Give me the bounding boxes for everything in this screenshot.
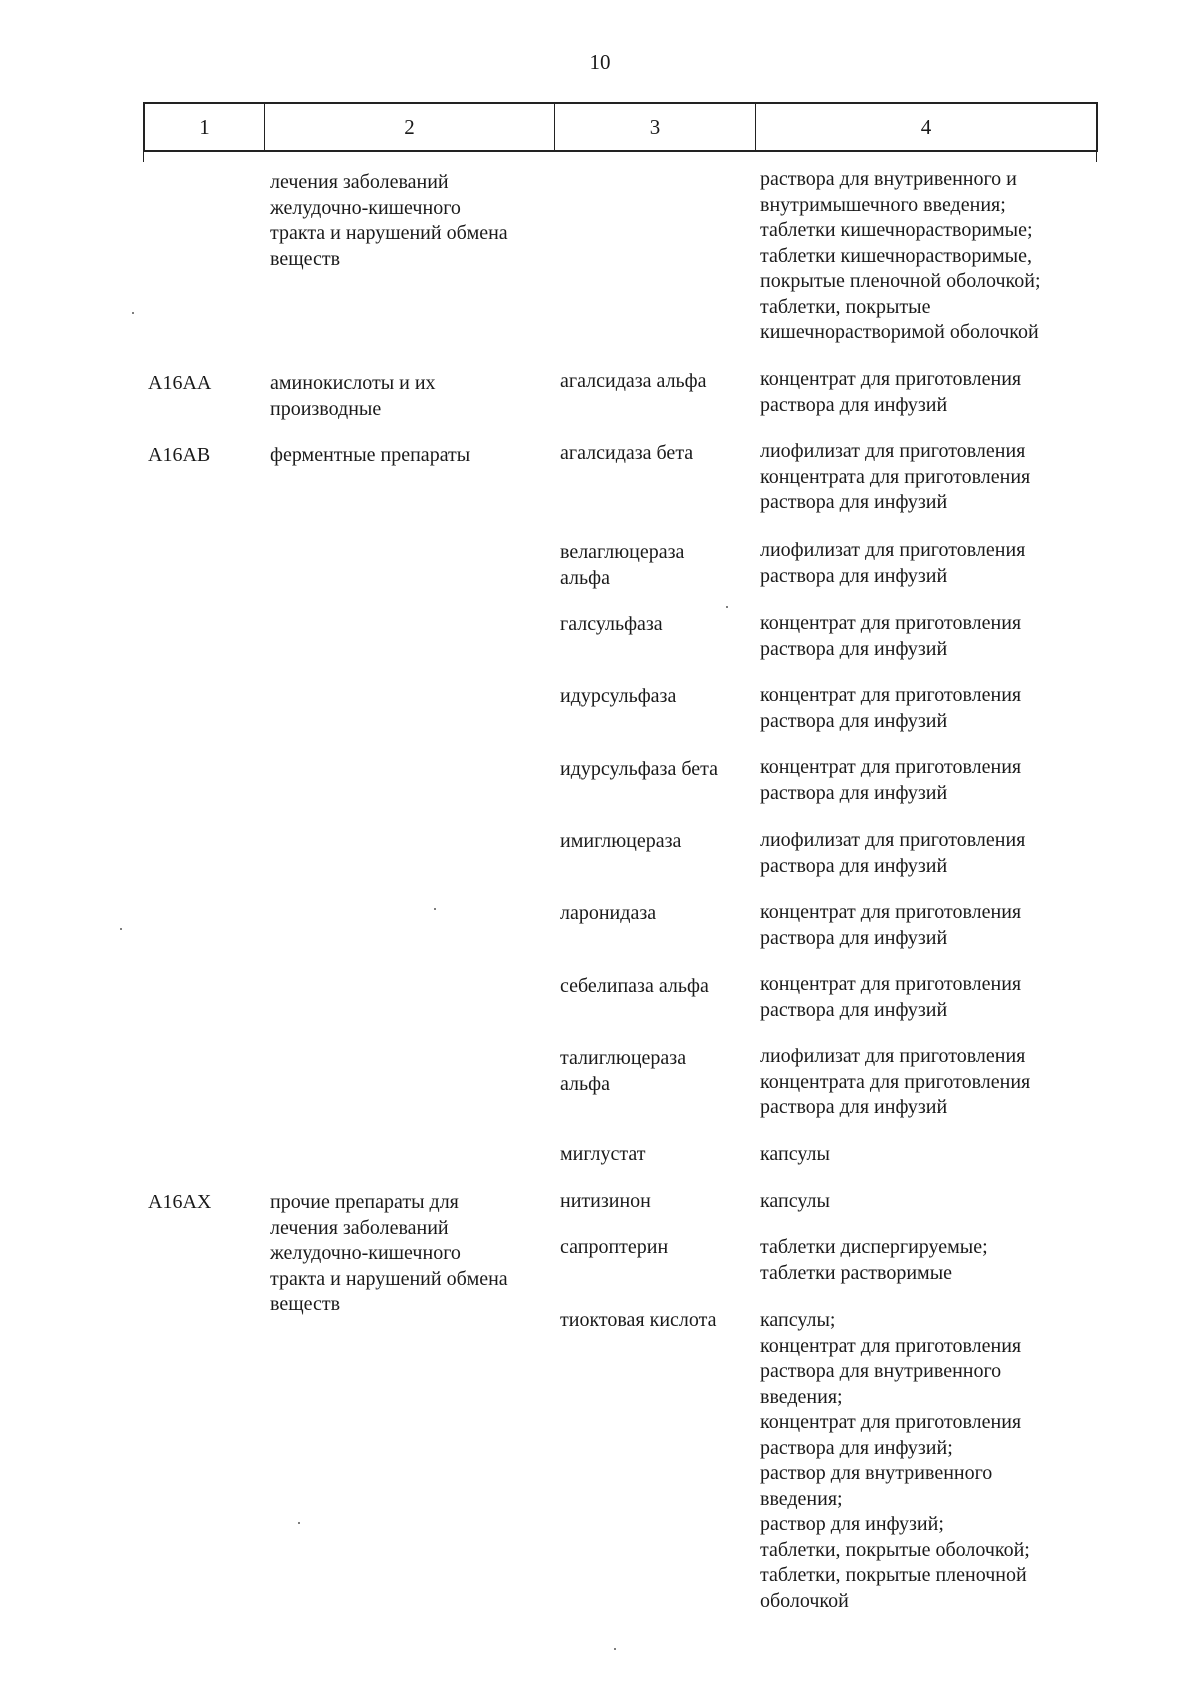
drug-name: себелипаза альфа <box>560 975 709 997</box>
dosage-form: лиофилизат для приготовления концентрата для приготовления раствора для инфузий <box>760 440 1031 513</box>
atc-code: A16AB <box>148 444 211 466</box>
group-name: прочие препараты для лечения заболеваний желудочно-кишечного тракта и нарушений обмена веществ <box>270 1191 508 1315</box>
dosage-form: капсулы <box>760 1190 830 1212</box>
header-col-3: 3 <box>555 104 756 150</box>
scan-speck <box>614 1648 616 1650</box>
dosage-form: концентрат для приготовления раствора для инфузий <box>760 684 1022 732</box>
scan-speck <box>726 606 728 608</box>
dosage-form: концентрат для приготовления раствора для инфузий <box>760 756 1022 804</box>
drug-name: велаглюцераза альфа <box>560 541 685 589</box>
drug-name: идурсульфаза бета <box>560 758 718 780</box>
atc-code: A16AX <box>148 1191 212 1213</box>
dosage-form: капсулы <box>760 1143 830 1165</box>
group-name: ферментные препараты <box>270 444 471 466</box>
scan-speck <box>298 1522 300 1524</box>
drug-name: нитизинон <box>560 1190 651 1212</box>
dosage-form: концентрат для приготовления раствора для инфузий <box>760 612 1022 660</box>
drug-name: тиоктовая кислота <box>560 1309 717 1331</box>
drug-name: имиглюцераза <box>560 830 682 852</box>
scan-speck <box>132 312 134 314</box>
drug-name: идурсульфаза <box>560 685 677 707</box>
scan-speck <box>434 908 436 910</box>
group-name: аминокислоты и их производные <box>270 372 436 420</box>
drug-name: ларонидаза <box>560 902 657 924</box>
atc-code: A16AA <box>148 372 212 394</box>
drug-name: галсульфаза <box>560 613 663 635</box>
dosage-form: капсулы; концентрат для приготовления раствора для внутривенного введения; концентрат для приготовления раствора для инфузий; раствор для внутривенного введения; раствор для инфузий; таблетки, покрытые оболочкой; таблетки, покрытые пленочной оболочкой <box>760 1309 1030 1612</box>
dosage-form: концентрат для приготовления раствора для инфузий <box>760 901 1022 949</box>
page-number: 10 <box>589 50 611 74</box>
dosage-form: лиофилизат для приготовления раствора для инфузий <box>760 829 1026 877</box>
drug-name: агалсидаза альфа <box>560 370 707 392</box>
drug-name: агалсидаза бета <box>560 442 694 464</box>
drug-name: талиглюцераза альфа <box>560 1047 687 1095</box>
scan-speck <box>120 928 122 930</box>
drug-name: миглустат <box>560 1143 646 1165</box>
dosage-form: концентрат для приготовления раствора для инфузий <box>760 973 1022 1021</box>
header-col-4: 4 <box>920 114 932 139</box>
continuation-dosage-form: раствора для внутривенного и внутримышечного введения; таблетки кишечнорастворимые; таблетки кишечнорастворимые, покрытые пленочной оболочкой; таблетки, покрытые кишечнорастворимой оболочкой <box>760 168 1041 343</box>
header-col-1: 1 <box>145 104 265 150</box>
table-header <box>143 102 1098 152</box>
dosage-form: концентрат для приготовления раствора для инфузий <box>760 368 1022 416</box>
continuation-group-name: лечения заболеваний желудочно-кишечного тракта и нарушений обмена веществ <box>270 171 508 270</box>
table-edge-right <box>1096 152 1097 162</box>
table-edge-left <box>143 152 144 162</box>
dosage-form: лиофилизат для приготовления раствора для инфузий <box>760 539 1026 587</box>
dosage-form: таблетки диспергируемые; таблетки растворимые <box>760 1236 988 1284</box>
dosage-form: лиофилизат для приготовления концентрата для приготовления раствора для инфузий <box>760 1045 1031 1118</box>
header-col-2: 2 <box>265 104 555 150</box>
drug-name: сапроптерин <box>560 1236 669 1258</box>
